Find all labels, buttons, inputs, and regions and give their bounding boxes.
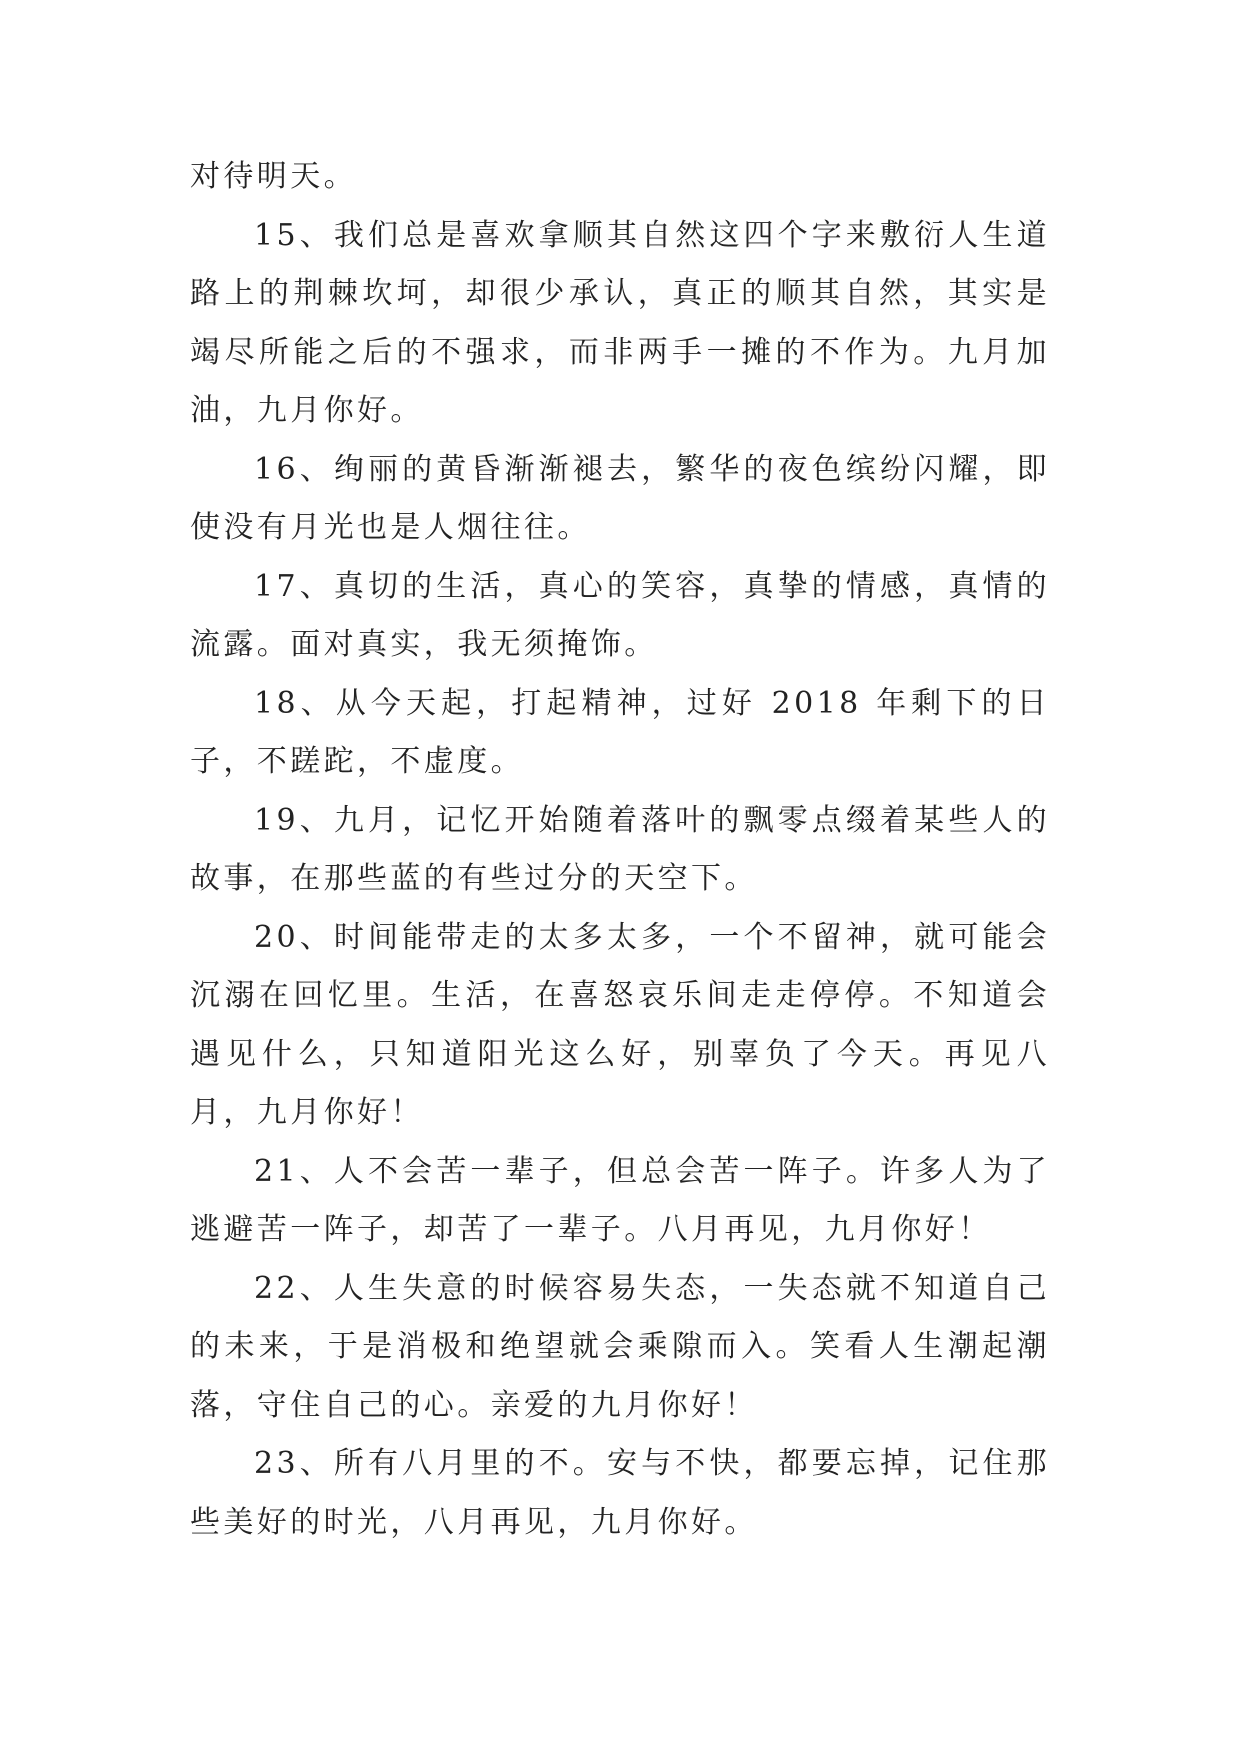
document-page (190, 148, 1050, 1552)
paragraph-21: 21、人不会苦一辈子，但总会苦一阵子。许多人为了逃避苦一阵子，却苦了一辈子。八月再见，九月你好！ (190, 1153, 1050, 1247)
paragraph-17: 17、真切的生活，真心的笑容，真挚的情感，真情的流露。面对真实，我无须掩饰。 (190, 568, 1050, 662)
paragraph-20: 20、时间能带走的太多太多，一个不留神，就可能会沉溺在回忆里。生活，在喜怒哀乐间走走停停。不知道会遇见什么，只知道阳光这么好，别辜负了今天。再见八月，九月你好！ (190, 919, 1050, 1130)
paragraph-15: 15、我们总是喜欢拿顺其自然这四个字来敷衍人生道路上的荆棘坎坷，却很少承认，真正的顺其自然，其实是竭尽所能之后的不强求，而非两手一摊的不作为。九月加油，九月你好。 (190, 217, 1050, 428)
paragraph-22: 22、人生失意的时候容易失态，一失态就不知道自己的未来，于是消极和绝望就会乘隙而入。笑看人生潮起潮落，守住自己的心。亲爱的九月你好！ (190, 1270, 1050, 1423)
paragraph-continuation: 对待明天。 (190, 159, 357, 194)
paragraph-23: 23、所有八月里的不。安与不快，都要忘掉，记住那些美好的时光，八月再见，九月你好。 (190, 1446, 1050, 1540)
paragraph-16: 16、绚丽的黄昏渐渐褪去，繁华的夜色缤纷闪耀，即使没有月光也是人烟往往。 (190, 451, 1050, 545)
paragraph-18: 18、从今天起，打起精神，过好 2018 年剩下的日子，不蹉跎，不虚度。 (190, 685, 1050, 779)
paragraph-19: 19、九月，记忆开始随着落叶的飘零点缀着某些人的故事，在那些蓝的有些过分的天空下。 (190, 802, 1050, 896)
